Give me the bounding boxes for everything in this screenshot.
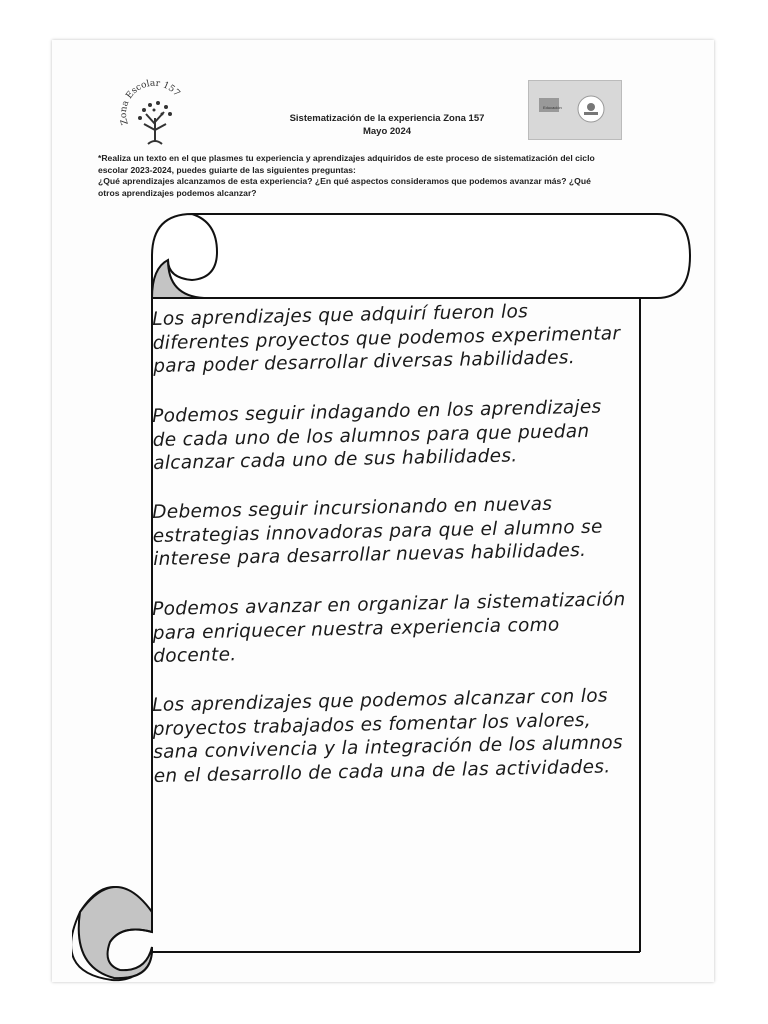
logo-text: Zona Escolar 157 <box>118 78 182 126</box>
instructions-line-4: otros aprendizajes podemos alcanzar? <box>98 187 257 198</box>
instructions <box>98 153 678 199</box>
title-line-1: Sistematización de la experiencia Zona 157 <box>289 113 485 124</box>
instructions-line-1: *Realiza un texto en el que plasmes tu experiencia y aprendizajes adquiridos de este proceso de sistematización del ciclo <box>98 153 595 163</box>
answer-paragraph: Debemos seguir incursionando en nuevas estrategias innovadoras para que el alumno se interese para desarrollar nuevas habilidades. <box>152 493 603 570</box>
handwritten-answers <box>152 301 627 814</box>
answer-paragraph: Podemos seguir indagando en los aprendizajes de cada uno de los alumnos para que puedan alcanzar cada uno de sus habilidades. <box>152 396 602 474</box>
seal-text: Educación <box>543 105 562 110</box>
instructions-line-3: ¿Qué aprendizajes alcanzamos de esta experiencia? ¿En qué aspectos consideramos que podemos avanzar más? ¿Qué <box>98 176 591 186</box>
school-zone-logo <box>114 72 196 154</box>
document-title <box>267 112 507 138</box>
answer-paragraph: Los aprendizajes que adquirí fueron los diferentes proyectos que podemos experimentar para poder desarrollar diversas habilidades. <box>152 301 621 377</box>
instructions-line-2: escolar 2023-2024, puedes guiarte de las siguientes preguntas: <box>98 164 356 175</box>
answer-paragraph: Los aprendizajes que podemos alcanzar con los proyectos trabajados es fomentar los valores, sana convivencia y la integración de los alumnos en el desarrollo de cada una de las actividades. <box>152 685 624 787</box>
title-line-2: Mayo 2024 <box>362 126 412 137</box>
document-page <box>52 40 714 982</box>
answer-paragraph: Podemos avanzar en organizar la sistematización para enriquecer nuestra experiencia como docente. <box>152 588 626 667</box>
education-seal <box>528 80 622 140</box>
